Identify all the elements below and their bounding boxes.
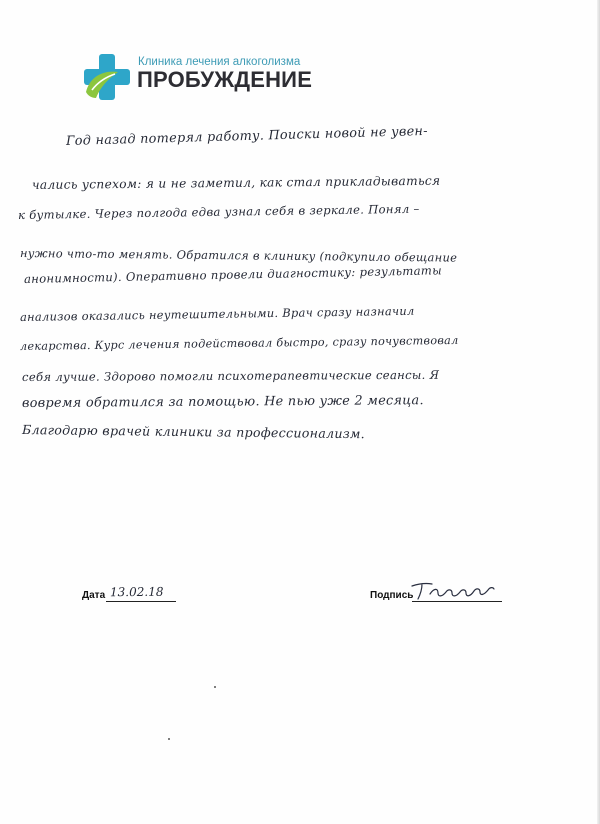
- letter-line: лекарства. Курс лечения подействовал быстро, сразу почувствовал: [19, 333, 459, 353]
- signature-label: Подпись: [370, 590, 414, 601]
- clinic-logo: [82, 52, 342, 104]
- pen-mark: [168, 738, 170, 740]
- signature-image: [408, 580, 498, 602]
- letter-line: себя лучше. Здорово помогли психотерапевтические сеансы. Я: [21, 367, 440, 384]
- letter-line: к бутылке. Через полгода едва узнал себя в зеркале. Понял –: [17, 201, 420, 222]
- letter-line: анонимности). Оперативно провели диагностику: результаты: [23, 263, 443, 286]
- clinic-subtitle: Клиника лечения алкоголизма: [138, 56, 301, 68]
- date-value: 13.02.18: [109, 584, 164, 600]
- clinic-name: ПРОБУЖДЕНИЕ: [137, 67, 313, 92]
- letter-line: нужно что-то менять. Обратился в клинику (подкупило обещание: [19, 246, 458, 265]
- medical-cross-icon: [82, 52, 132, 102]
- letter-line: Год назад потерял работу. Поиски новой не увен-: [65, 123, 429, 149]
- letter-line: чались успехом: я и не заметил, как стал прикладываться: [31, 173, 441, 192]
- date-label: Дата: [82, 590, 106, 601]
- date-underline: [106, 601, 176, 602]
- letter-line: Благодарю врачей клиники за профессионализм.: [21, 422, 366, 442]
- letter-line: анализов оказались неутешительными. Врач сразу назначил: [19, 303, 415, 324]
- pen-mark: [214, 686, 216, 688]
- letter-line: вовремя обратился за помощью. Не пью уже 2 месяца.: [21, 393, 424, 411]
